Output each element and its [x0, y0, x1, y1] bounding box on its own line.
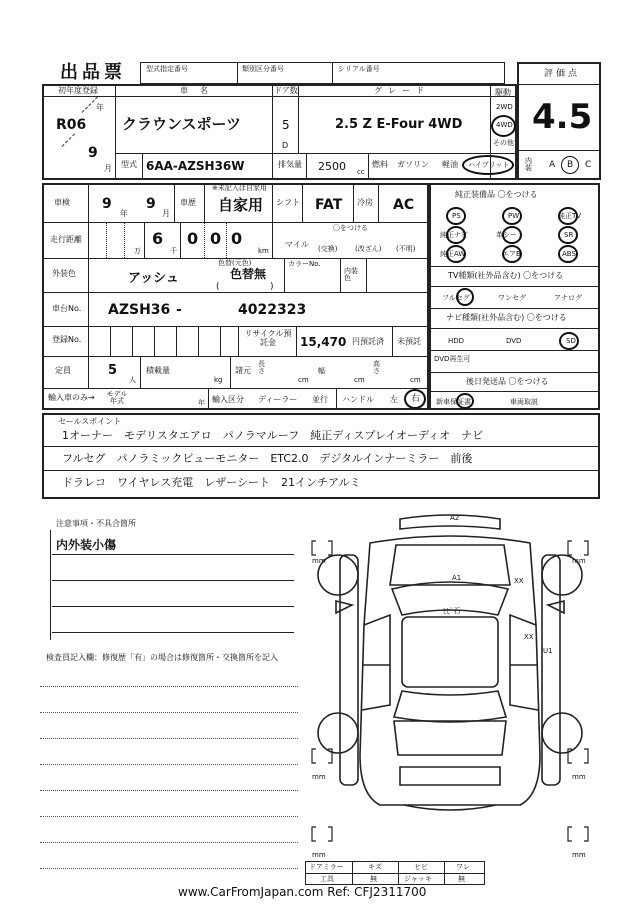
car-damage-diagram	[300, 505, 600, 860]
selling-point-line-1: 1オーナー モデリスタエアロ パノラマルーフ 純正ディスプレイオーディオ ナビ	[62, 429, 484, 442]
diagram-mark-xx-2: XX	[524, 633, 534, 641]
diagram-mark-a1: A1	[452, 574, 462, 582]
diagram-mark-u1: U1	[543, 647, 553, 655]
fuel-hybrid-circle	[462, 155, 514, 175]
first-reg-era: R06	[56, 117, 87, 133]
doors-label: ドア数	[274, 86, 298, 95]
manual-circle	[456, 393, 474, 409]
interior-grade-b-circle	[561, 156, 579, 174]
sd-circle	[559, 332, 579, 350]
handle-right-circle	[404, 389, 426, 409]
drive-label: 駆動	[495, 88, 511, 97]
fullseg-circle	[456, 288, 474, 306]
meter-unknown: (不明)	[396, 245, 416, 253]
score-value: 4.5	[532, 97, 593, 137]
inspection-month: 9	[146, 196, 156, 212]
mileage-digit-4: 0	[231, 229, 243, 248]
car-name-label: 車名	[180, 86, 220, 95]
diagram-mark-xx-1: XX	[514, 577, 524, 585]
selling-point-line-2: フルセグ パノラミックビューモニター ETC2.0 デジタルインナーミラー 前後	[62, 452, 473, 465]
displacement-value: 2500	[318, 160, 346, 173]
displacement-label: 排気量	[278, 160, 302, 169]
footer-watermark: www.CarFromJapan.com Ref: CFJ2311700	[178, 885, 427, 899]
selling-point-line-3: ドラレコ ワイヤレス充電 レザーシート 21インチアルミ	[62, 476, 361, 489]
exterior-color: アッシュ	[128, 271, 179, 286]
grade-value: 2.5 Z E-Four 4WD	[335, 117, 463, 132]
car-name: クラウンスポーツ	[122, 115, 241, 133]
interior-grade-b: B	[567, 160, 574, 170]
sheet-title: 出品票	[60, 62, 126, 83]
diagram-mark-a2: A2	[450, 514, 460, 522]
grade-label: グレード	[374, 86, 430, 95]
score-label: 評価点	[544, 69, 581, 79]
shift-value: FAT	[315, 197, 343, 213]
capacity-value: 5	[108, 363, 118, 378]
mileage-digit-3: 0	[210, 229, 222, 248]
inspection-year: 9	[102, 196, 112, 212]
notes-text: 内外装小傷	[56, 538, 117, 552]
first-reg-label: 初年度登録	[58, 86, 98, 95]
header-code-row	[140, 62, 505, 84]
model-value: 6AA-AZSH36W	[146, 159, 245, 173]
diagram-mark-chip: ﾋﾋﾞ石	[443, 607, 461, 615]
serial-label: シリアル番号	[338, 65, 380, 73]
mileage-digit-1: 6	[152, 229, 164, 248]
color-change: 色替無	[230, 267, 267, 281]
meter-altered: (改ざん)	[355, 245, 382, 253]
class-label: 類別区分番号	[242, 65, 284, 73]
details-block	[42, 183, 429, 410]
interior-grade-a: A	[549, 160, 556, 170]
ac-value: AC	[393, 197, 415, 213]
model-cert-label: 型式指定番号	[146, 65, 188, 73]
interior-grade-c: C	[585, 160, 592, 170]
meter-exchange: (交換)	[318, 245, 338, 253]
recycle-amount: 15,470	[300, 335, 347, 349]
interior-grade-label: 内装	[525, 157, 532, 172]
first-reg-month: 9	[88, 145, 98, 161]
fuel-label: 燃料	[372, 160, 388, 169]
chassis-number: 4022323	[238, 302, 307, 318]
drive-4wd-circle	[491, 115, 516, 137]
chassis-prefix: AZSH36	[108, 302, 171, 318]
history-value: 自家用	[218, 196, 264, 214]
model-label: 型式	[121, 160, 137, 169]
mileage-digit-2: 0	[187, 229, 199, 248]
doors-value: 5	[282, 118, 290, 132]
